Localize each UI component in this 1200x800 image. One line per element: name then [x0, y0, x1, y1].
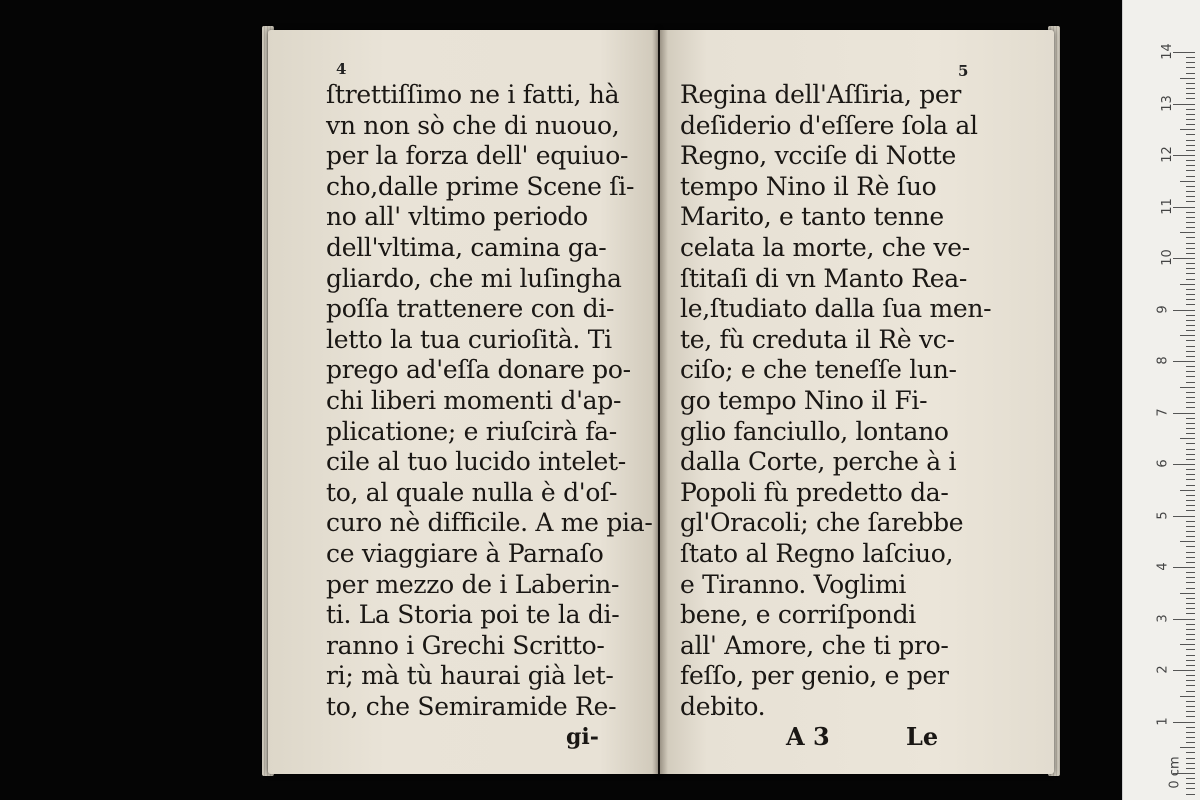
- ruler-tick: [1186, 176, 1195, 177]
- ruler-tick: [1186, 505, 1195, 506]
- ruler-tick: [1186, 526, 1195, 527]
- ruler-tick: [1180, 490, 1195, 491]
- ruler-tick: [1173, 310, 1195, 311]
- text-line: cile al tuo lucido intelet-: [326, 447, 626, 477]
- text-line: tempo Nino il Rè ſuo: [680, 171, 937, 201]
- ruler-tick: [1186, 145, 1195, 146]
- ruler-tick: [1173, 516, 1195, 517]
- ruler-tick: [1180, 387, 1195, 388]
- ruler-tick: [1173, 104, 1195, 105]
- ruler-tick: [1180, 284, 1195, 285]
- ruler-tick: [1186, 655, 1195, 656]
- ruler-tick: [1186, 428, 1195, 429]
- text-line: all' Amore, che ti pro-: [680, 630, 949, 660]
- left-page: [268, 30, 658, 774]
- ruler-tick: [1186, 788, 1195, 789]
- ruler-tick: [1186, 57, 1195, 58]
- text-line: e Tiranno. Voglimi: [680, 569, 907, 599]
- ruler-tick: [1186, 196, 1195, 197]
- ruler-tick: [1186, 572, 1195, 573]
- ruler-tick: [1180, 541, 1195, 542]
- ruler-tick: [1186, 227, 1195, 228]
- ruler-tick: [1186, 93, 1195, 94]
- ruler-tick: [1186, 423, 1195, 424]
- ruler-tick: [1186, 222, 1195, 223]
- ruler-tick: [1186, 510, 1195, 511]
- text-line: poſſa trattenere con di-: [326, 294, 615, 324]
- signature-mark: A 3: [786, 722, 830, 751]
- text-line: prego ad'eſſa donare po-: [326, 355, 631, 385]
- ruler-tick: [1186, 727, 1195, 728]
- ruler-tick: [1186, 253, 1195, 254]
- text-line: Regno, vcciſe di Notte: [680, 141, 956, 171]
- text-line: to, al quale nulla è d'oſ-: [326, 477, 618, 507]
- ruler-tick: [1186, 459, 1195, 460]
- ruler-tick: [1186, 485, 1195, 486]
- ruler-label: 6: [1155, 459, 1171, 468]
- ruler-tick: [1186, 407, 1195, 408]
- text-line: Regina dell'Aſſiria, per: [680, 80, 962, 109]
- ruler-tick: [1173, 207, 1195, 208]
- ruler-tick: [1186, 351, 1195, 352]
- ruler-tick: [1186, 67, 1195, 68]
- ruler-label: 9: [1155, 304, 1171, 314]
- ruler-tick: [1186, 552, 1195, 553]
- ruler-tick: [1186, 639, 1195, 640]
- ruler-tick: [1173, 413, 1195, 414]
- page-number: 4: [336, 60, 347, 78]
- ruler-tick: [1186, 469, 1195, 470]
- ruler-tick: [1173, 722, 1195, 723]
- ruler-tick: [1186, 289, 1195, 290]
- ruler-tick: [1180, 593, 1195, 594]
- ruler-tick: [1186, 160, 1195, 161]
- text-line: plicatione; e riuſcirà fa-: [326, 416, 617, 446]
- ruler-label: 14: [1159, 43, 1175, 60]
- ruler-label: 7: [1155, 407, 1171, 417]
- text-line: ſtrettiſſimo ne i fatti, hà: [326, 80, 620, 109]
- ruler-tick: [1186, 248, 1195, 249]
- ruler-tick: [1186, 716, 1195, 717]
- measurement-ruler: [1122, 0, 1200, 800]
- text-line: deſiderio d'eſſere ſola al: [680, 110, 978, 140]
- ruler-tick: [1180, 335, 1195, 336]
- ruler-label: 8: [1155, 356, 1171, 365]
- ruler-tick: [1186, 629, 1195, 630]
- text-line: glio fanciullo, lontano: [680, 416, 949, 446]
- ruler-tick: [1186, 340, 1195, 341]
- catchword: Le: [906, 722, 939, 751]
- text-line: ſtitaſi di vn Manto Rea-: [680, 263, 967, 293]
- text-line: ranno i Grechi Scritto-: [326, 630, 605, 660]
- ruler-label: 12: [1159, 146, 1175, 163]
- ruler-tick: [1186, 165, 1195, 166]
- ruler-tick: [1186, 263, 1195, 264]
- text-line: le,ſtudiato dalla ſua men-: [680, 294, 992, 324]
- ruler-tick: [1186, 98, 1195, 99]
- ruler-tick: [1173, 464, 1195, 465]
- ruler-tick: [1180, 78, 1195, 79]
- ruler-tick: [1186, 794, 1195, 795]
- ruler-tick: [1186, 186, 1195, 187]
- ruler-tick: [1186, 742, 1195, 743]
- ruler-tick: [1186, 170, 1195, 171]
- ruler-tick: [1186, 279, 1195, 280]
- page-number: 5: [958, 62, 969, 80]
- text-line: Popoli fù predetto da-: [680, 477, 949, 507]
- ruler-tick: [1180, 747, 1195, 748]
- ruler-tick: [1186, 325, 1195, 326]
- ruler-tick: [1186, 536, 1195, 537]
- text-line: gliardo, che mi luſingha: [326, 263, 622, 293]
- ruler-tick: [1186, 356, 1195, 357]
- ruler-tick: [1186, 119, 1195, 120]
- text-line: ſtato al Regno laſciuo,: [680, 538, 954, 568]
- text-line: curo nè difficile. A me pia-: [326, 508, 653, 538]
- text-line: no all' vltimo periodo: [326, 202, 588, 232]
- ruler-tick: [1186, 124, 1195, 125]
- ruler-tick: [1186, 582, 1195, 583]
- ruler-label: 0 cm: [1167, 756, 1183, 789]
- text-line: per mezzo de i Laberin-: [326, 569, 620, 599]
- ruler-tick: [1186, 140, 1195, 141]
- text-line: cho,dalle prime Scene ſi-: [326, 171, 635, 201]
- ruler-tick: [1180, 232, 1195, 233]
- right-page: [660, 30, 1054, 774]
- ruler-tick: [1186, 212, 1195, 213]
- text-block: [680, 80, 1040, 722]
- ruler-tick: [1186, 201, 1195, 202]
- ruler-tick: [1186, 268, 1195, 269]
- ruler-tick: [1186, 402, 1195, 403]
- ruler-tick: [1186, 665, 1195, 666]
- ruler-tick: [1186, 320, 1195, 321]
- ruler-tick: [1186, 500, 1195, 501]
- ruler-label: 11: [1159, 197, 1175, 215]
- ruler-tick: [1173, 155, 1195, 156]
- ruler-tick: [1186, 217, 1195, 218]
- ruler-tick: [1186, 624, 1195, 625]
- text-line: go tempo Nino il Fi-: [680, 385, 928, 415]
- text-line: Marito, e tanto tenne: [680, 202, 944, 232]
- ruler-tick: [1186, 685, 1195, 686]
- ruler-tick: [1180, 129, 1195, 130]
- text-line: celata la morte, che ve-: [680, 232, 970, 262]
- ruler-tick: [1186, 73, 1195, 74]
- ruler-tick: [1186, 304, 1195, 305]
- ruler-tick: [1186, 691, 1195, 692]
- text-block: [326, 80, 656, 722]
- ruler-tick: [1186, 299, 1195, 300]
- text-line: dalla Corte, perche à i: [680, 447, 957, 477]
- ruler-tick: [1186, 443, 1195, 444]
- text-line: chi liberi momenti d'ap-: [326, 385, 622, 415]
- book-gutter: [652, 30, 668, 774]
- text-line: ri; mà tù haurai già let-: [326, 661, 614, 691]
- text-line: ce viaggiare à Parnaſo: [326, 538, 604, 568]
- ruler-tick: [1186, 134, 1195, 135]
- text-line: bene, e corriſpondi: [680, 600, 916, 630]
- catchword: gi-: [566, 724, 599, 750]
- ruler-tick: [1186, 588, 1195, 589]
- ruler-tick: [1186, 479, 1195, 480]
- ruler-tick: [1186, 109, 1195, 110]
- ruler-label: 3: [1155, 613, 1171, 623]
- ruler-tick: [1180, 644, 1195, 645]
- ruler-tick: [1186, 711, 1195, 712]
- ruler-tick: [1186, 83, 1195, 84]
- ruler-tick: [1186, 577, 1195, 578]
- ruler-label: 10: [1159, 249, 1175, 266]
- ruler-tick: [1186, 495, 1195, 496]
- ruler-tick: [1186, 562, 1195, 563]
- ruler-tick: [1186, 783, 1195, 784]
- ruler-tick: [1186, 768, 1195, 769]
- ruler-tick: [1186, 114, 1195, 115]
- ruler-tick: [1186, 613, 1195, 614]
- ruler-tick: [1186, 449, 1195, 450]
- ruler-tick: [1186, 346, 1195, 347]
- ruler-tick: [1186, 603, 1195, 604]
- ruler-label: 4: [1155, 562, 1171, 571]
- ruler-tick: [1186, 608, 1195, 609]
- ruler-tick: [1186, 675, 1195, 676]
- ruler-tick: [1186, 758, 1195, 759]
- text-line: to, che Semiramide Re-: [326, 691, 617, 721]
- ruler-tick: [1186, 330, 1195, 331]
- ruler-tick: [1186, 433, 1195, 434]
- ruler-tick: [1173, 619, 1195, 620]
- ruler-tick: [1186, 737, 1195, 738]
- ruler-tick: [1186, 706, 1195, 707]
- ruler-tick: [1180, 696, 1195, 697]
- ruler-tick: [1173, 670, 1195, 671]
- ruler-tick: [1186, 521, 1195, 522]
- ruler-tick: [1173, 52, 1195, 53]
- ruler-tick: [1173, 361, 1195, 362]
- ruler-tick: [1186, 397, 1195, 398]
- ruler-tick: [1186, 546, 1195, 547]
- ruler-tick: [1186, 371, 1195, 372]
- ruler-tick: [1186, 237, 1195, 238]
- text-line: debito.: [680, 691, 766, 721]
- text-line: letto la tua curioſità. Ti: [326, 324, 612, 354]
- text-line: ciſo; e che teneſſe lun-: [680, 355, 957, 385]
- text-line: per la forza dell' equiuo-: [326, 141, 629, 171]
- ruler-tick: [1186, 660, 1195, 661]
- ruler-tick: [1186, 531, 1195, 532]
- ruler-tick: [1186, 649, 1195, 650]
- ruler-tick: [1186, 474, 1195, 475]
- ruler-tick: [1186, 778, 1195, 779]
- ruler-tick: [1186, 598, 1195, 599]
- ruler-label: 13: [1159, 94, 1175, 112]
- ruler-tick: [1186, 732, 1195, 733]
- ruler-tick: [1186, 88, 1195, 89]
- text-line: gl'Oracoli; che ſarebbe: [680, 508, 964, 538]
- text-line: feſſo, per genio, e per: [680, 661, 949, 691]
- ruler-tick: [1180, 181, 1195, 182]
- ruler-tick: [1186, 366, 1195, 367]
- ruler-tick: [1186, 418, 1195, 419]
- ruler-tick: [1186, 701, 1195, 702]
- ruler-tick: [1186, 243, 1195, 244]
- text-line: vn non sò che di nuouo,: [326, 110, 620, 140]
- ruler-tick: [1186, 382, 1195, 383]
- ruler-tick: [1186, 294, 1195, 295]
- text-line: ti. La Storia poi te la di-: [326, 600, 620, 630]
- ruler-tick: [1186, 392, 1195, 393]
- ruler-label: 1: [1155, 716, 1171, 726]
- open-book: [268, 22, 1054, 774]
- ruler-tick: [1186, 680, 1195, 681]
- ruler-tick: [1180, 438, 1195, 439]
- text-line: dell'vltima, camina ga-: [326, 232, 607, 262]
- ruler-tick: [1186, 191, 1195, 192]
- ruler-tick: [1186, 763, 1195, 764]
- text-line: te, fù creduta il Rè vc-: [680, 324, 955, 354]
- ruler-tick: [1186, 376, 1195, 377]
- ruler-tick: [1186, 62, 1195, 63]
- ruler-tick: [1186, 273, 1195, 274]
- ruler-tick: [1186, 150, 1195, 151]
- ruler-tick: [1186, 454, 1195, 455]
- ruler-label: 5: [1155, 510, 1171, 520]
- ruler-tick: [1186, 557, 1195, 558]
- ruler-label: 2: [1155, 665, 1171, 674]
- ruler-tick: [1186, 634, 1195, 635]
- ruler-tick: [1173, 567, 1195, 568]
- ruler-tick: [1186, 752, 1195, 753]
- ruler-tick: [1173, 258, 1195, 259]
- ruler-tick: [1186, 315, 1195, 316]
